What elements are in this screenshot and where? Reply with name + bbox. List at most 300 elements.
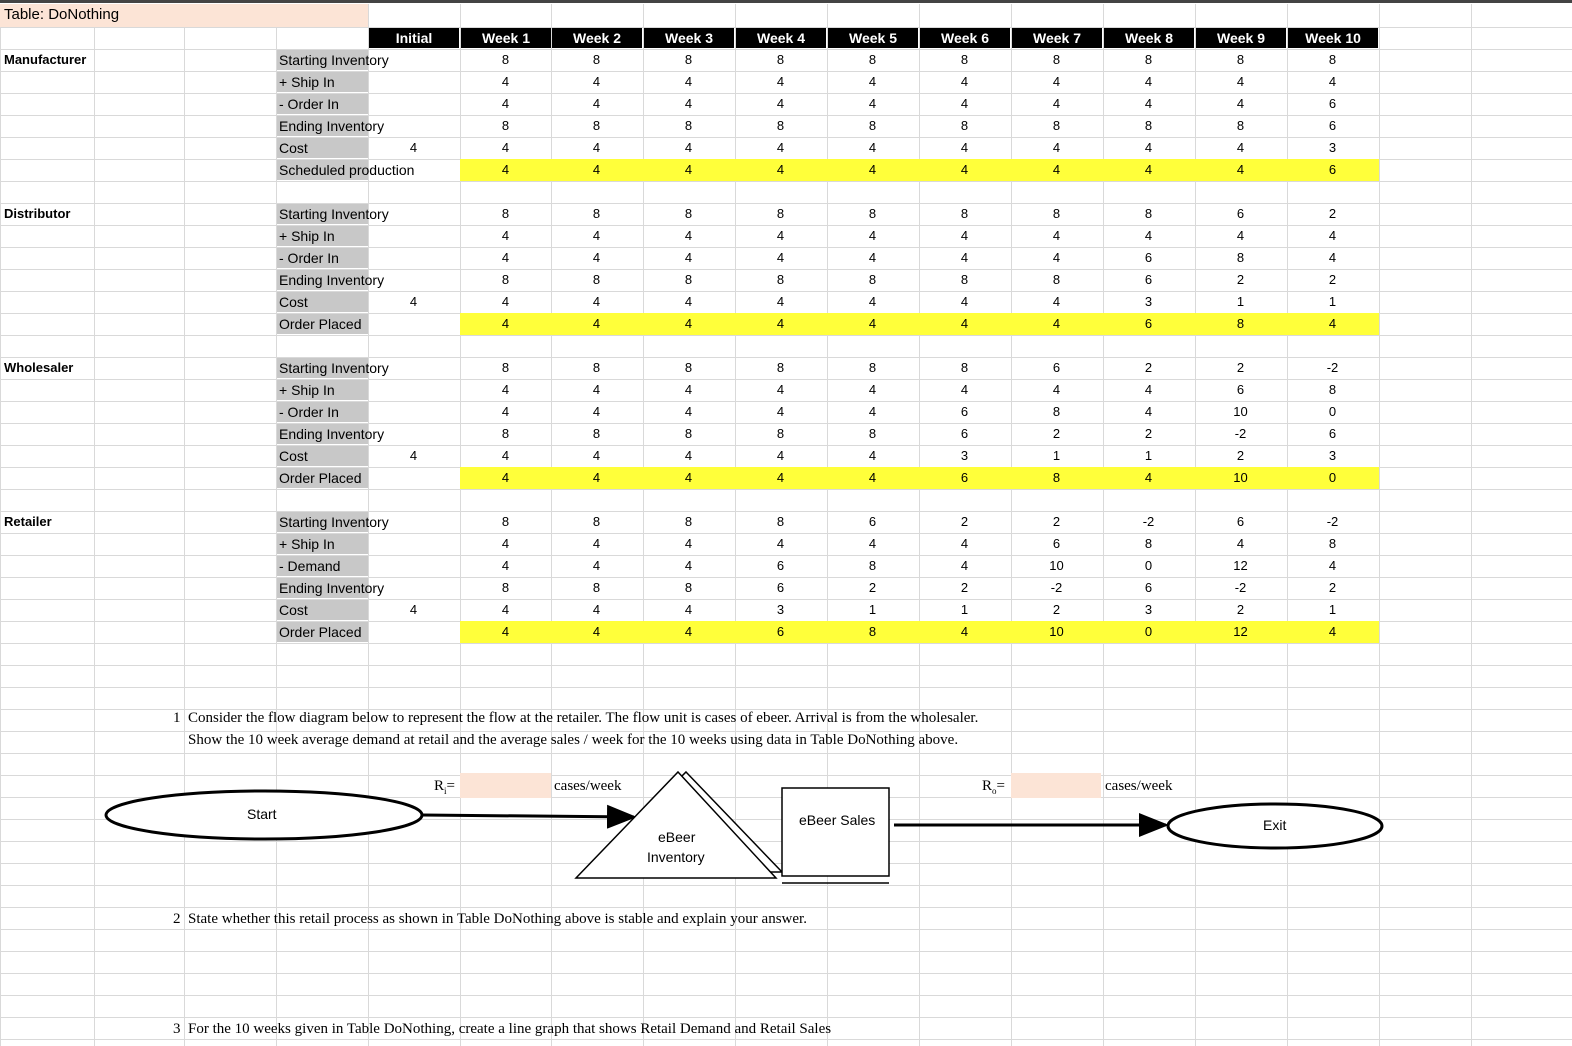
value-cell[interactable]: 1: [1328, 294, 1337, 309]
value-cell[interactable]: 6: [1144, 272, 1153, 287]
value-cell[interactable]: 8: [776, 360, 785, 375]
value-cell[interactable]: 4: [868, 74, 877, 89]
q3-text: For the 10 weeks given in Table DoNothing, create a line graph that shows Retail Demand and Retail Sales: [188, 1021, 832, 1037]
value-cell[interactable]: 4: [1052, 316, 1061, 331]
value-cell[interactable]: 4: [776, 140, 785, 155]
value-cell[interactable]: 4: [1144, 96, 1153, 111]
value-cell[interactable]: 2: [1052, 602, 1061, 617]
q2-text: State whether this retail process as shown in Table DoNothing above is stable and explain your answer.: [188, 911, 807, 927]
value-cell[interactable]: 8: [1052, 52, 1061, 67]
value-cell[interactable]: 4: [684, 404, 693, 419]
value-cell[interactable]: 4: [684, 96, 693, 111]
row-label[interactable]: Cost: [279, 140, 308, 156]
ri-label: $R_i=$: [434, 778, 455, 796]
value-cell[interactable]: 4: [776, 536, 785, 551]
header-week-7[interactable]: Week 7: [1012, 28, 1102, 48]
row-label[interactable]: Cost: [279, 602, 308, 618]
value-cell[interactable]: 4: [868, 404, 877, 419]
value-cell[interactable]: 4: [960, 316, 969, 331]
ro-unit: cases/week: [1105, 778, 1173, 794]
value-cell[interactable]: 10: [1233, 404, 1248, 419]
value-cell[interactable]: 4: [1052, 228, 1061, 243]
value-cell[interactable]: 6: [1328, 118, 1337, 133]
value-cell[interactable]: 8: [960, 118, 969, 133]
value-cell[interactable]: 4: [868, 382, 877, 397]
row-label[interactable]: - Order In: [279, 250, 339, 266]
value-cell[interactable]: 6: [1144, 580, 1153, 595]
value-cell[interactable]: 4: [501, 624, 510, 639]
value-cell[interactable]: 4: [868, 294, 877, 309]
value-cell[interactable]: 4: [868, 228, 877, 243]
value-cell[interactable]: 12: [1233, 624, 1248, 639]
value-cell[interactable]: 8: [501, 118, 510, 133]
value-cell[interactable]: 8: [501, 426, 510, 441]
value-cell[interactable]: 4: [960, 74, 969, 89]
value-cell[interactable]: 8: [1236, 250, 1245, 265]
row-label[interactable]: - Demand: [279, 558, 341, 574]
value-cell[interactable]: 4: [592, 602, 601, 617]
value-cell[interactable]: 4: [592, 624, 601, 639]
value-cell[interactable]: 8: [501, 206, 510, 221]
value-cell[interactable]: 4: [684, 140, 693, 155]
value-cell[interactable]: 4: [776, 250, 785, 265]
value-cell[interactable]: -2: [1234, 580, 1247, 595]
value-cell[interactable]: 8: [501, 272, 510, 287]
value-cell[interactable]: 8: [684, 52, 693, 67]
value-cell[interactable]: 4: [592, 536, 601, 551]
value-cell[interactable]: 2: [960, 514, 969, 529]
value-cell[interactable]: 4: [501, 162, 510, 177]
header-week-5[interactable]: Week 5: [828, 28, 918, 48]
value-cell[interactable]: 4: [592, 316, 601, 331]
value-cell[interactable]: 4: [960, 140, 969, 155]
row-label[interactable]: Order Placed: [279, 624, 362, 640]
value-cell[interactable]: 8: [868, 624, 877, 639]
value-cell[interactable]: 3: [1144, 602, 1153, 617]
value-cell[interactable]: 4: [592, 162, 601, 177]
value-cell[interactable]: 6: [1052, 536, 1061, 551]
value-cell[interactable]: 4: [592, 294, 601, 309]
value-cell[interactable]: 1: [960, 602, 969, 617]
value-cell[interactable]: 4: [501, 602, 510, 617]
value-cell[interactable]: 4: [1144, 404, 1153, 419]
value-cell[interactable]: 4: [684, 162, 693, 177]
value-cell[interactable]: 2: [1328, 206, 1337, 221]
value-cell[interactable]: 6: [1328, 426, 1337, 441]
value-cell[interactable]: 4: [776, 228, 785, 243]
value-cell[interactable]: 4: [501, 140, 510, 155]
value-cell[interactable]: 6: [1144, 316, 1153, 331]
value-cell[interactable]: -2: [1050, 580, 1063, 595]
value-cell[interactable]: 8: [592, 514, 601, 529]
value-cell[interactable]: 8: [868, 558, 877, 573]
value-cell[interactable]: 4: [501, 404, 510, 419]
row-label[interactable]: Ending Inventory: [279, 118, 385, 134]
value-cell[interactable]: 4: [1144, 162, 1153, 177]
value-cell[interactable]: 4: [501, 536, 510, 551]
value-cell[interactable]: 8: [1236, 52, 1245, 67]
initial-cell[interactable]: 4: [409, 602, 418, 617]
row-label[interactable]: Cost: [279, 294, 308, 310]
value-cell[interactable]: 6: [1236, 206, 1245, 221]
value-cell[interactable]: 2: [960, 580, 969, 595]
value-cell[interactable]: 4: [1052, 250, 1061, 265]
value-cell[interactable]: 4: [1144, 382, 1153, 397]
value-cell[interactable]: 4: [1052, 96, 1061, 111]
value-cell[interactable]: 8: [592, 118, 601, 133]
value-cell[interactable]: 4: [684, 228, 693, 243]
value-cell[interactable]: 3: [1328, 448, 1337, 463]
value-cell[interactable]: 2: [1236, 360, 1245, 375]
ro-label: $R_o=$: [982, 778, 1005, 796]
value-cell[interactable]: 8: [592, 52, 601, 67]
value-cell[interactable]: 2: [1144, 360, 1153, 375]
table-title[interactable]: Table: DoNothing: [4, 6, 120, 23]
value-cell[interactable]: 8: [684, 580, 693, 595]
value-cell[interactable]: 1: [1328, 602, 1337, 617]
value-cell[interactable]: 0: [1328, 470, 1337, 485]
value-cell[interactable]: 8: [501, 52, 510, 67]
value-cell[interactable]: 8: [684, 272, 693, 287]
q1-number: 1: [173, 710, 181, 726]
value-cell[interactable]: 4: [960, 624, 969, 639]
value-cell[interactable]: 4: [776, 162, 785, 177]
value-cell[interactable]: 4: [1328, 624, 1337, 639]
row-label[interactable]: Starting Inventory: [279, 206, 389, 222]
value-cell[interactable]: 8: [868, 206, 877, 221]
value-cell[interactable]: 4: [1144, 140, 1153, 155]
value-cell[interactable]: 8: [776, 426, 785, 441]
header-week-4[interactable]: Week 4: [736, 28, 826, 48]
value-cell[interactable]: 4: [776, 470, 785, 485]
value-cell[interactable]: 8: [776, 514, 785, 529]
value-cell[interactable]: 8: [684, 118, 693, 133]
value-cell[interactable]: 8: [684, 206, 693, 221]
value-cell[interactable]: 4: [868, 470, 877, 485]
value-cell[interactable]: 1: [1236, 294, 1245, 309]
value-cell[interactable]: 8: [1052, 404, 1061, 419]
value-cell[interactable]: 0: [1144, 624, 1153, 639]
value-cell[interactable]: 8: [776, 206, 785, 221]
value-cell[interactable]: 6: [1052, 360, 1061, 375]
value-cell[interactable]: 10: [1233, 470, 1248, 485]
value-cell[interactable]: 4: [592, 228, 601, 243]
row-label[interactable]: + Ship In: [279, 382, 335, 398]
row-label[interactable]: Ending Inventory: [279, 272, 385, 288]
header-week-3[interactable]: Week 3: [644, 28, 734, 48]
value-cell[interactable]: 4: [1328, 558, 1337, 573]
value-cell[interactable]: 4: [960, 558, 969, 573]
value-cell[interactable]: 4: [684, 74, 693, 89]
row-label[interactable]: Ending Inventory: [279, 580, 385, 596]
value-cell[interactable]: 8: [776, 272, 785, 287]
value-cell[interactable]: 4: [1052, 140, 1061, 155]
value-cell[interactable]: 0: [1328, 404, 1337, 419]
value-cell[interactable]: 8: [592, 580, 601, 595]
value-cell[interactable]: 8: [776, 52, 785, 67]
value-cell[interactable]: -2: [1234, 426, 1247, 441]
value-cell[interactable]: 8: [684, 514, 693, 529]
value-cell[interactable]: 3: [1144, 294, 1153, 309]
value-cell[interactable]: 4: [960, 228, 969, 243]
value-cell[interactable]: 2: [1328, 580, 1337, 595]
value-cell[interactable]: 6: [960, 426, 969, 441]
value-cell[interactable]: 8: [960, 206, 969, 221]
header-week-10[interactable]: Week 10: [1288, 28, 1378, 48]
value-cell[interactable]: 8: [592, 360, 601, 375]
value-cell[interactable]: 8: [1052, 118, 1061, 133]
value-cell[interactable]: 4: [776, 382, 785, 397]
row-label[interactable]: Starting Inventory: [279, 360, 389, 376]
value-cell[interactable]: 8: [868, 118, 877, 133]
value-cell[interactable]: 4: [1328, 228, 1337, 243]
value-cell[interactable]: -2: [1326, 514, 1339, 529]
value-cell[interactable]: 6: [960, 470, 969, 485]
value-cell[interactable]: 4: [592, 382, 601, 397]
value-cell[interactable]: 4: [868, 316, 877, 331]
value-cell[interactable]: 4: [592, 404, 601, 419]
row-label[interactable]: + Ship In: [279, 74, 335, 90]
value-cell[interactable]: 2: [1236, 272, 1245, 287]
value-cell[interactable]: 6: [1236, 514, 1245, 529]
value-cell[interactable]: 4: [960, 96, 969, 111]
value-cell[interactable]: 4: [684, 624, 693, 639]
value-cell[interactable]: 4: [776, 74, 785, 89]
value-cell[interactable]: 4: [776, 316, 785, 331]
value-cell[interactable]: 4: [684, 536, 693, 551]
value-cell[interactable]: 8: [1236, 118, 1245, 133]
value-cell[interactable]: 4: [592, 470, 601, 485]
section-label-distributor[interactable]: Distributor: [4, 206, 71, 221]
value-cell[interactable]: 8: [1328, 52, 1337, 67]
value-cell[interactable]: 4: [684, 602, 693, 617]
value-cell[interactable]: 4: [501, 448, 510, 463]
value-cell[interactable]: 8: [960, 52, 969, 67]
value-cell[interactable]: 4: [684, 470, 693, 485]
value-cell[interactable]: 2: [1236, 602, 1245, 617]
row-label[interactable]: + Ship In: [279, 536, 335, 552]
value-cell[interactable]: 10: [1049, 558, 1064, 573]
value-cell[interactable]: 4: [776, 96, 785, 111]
value-cell[interactable]: 8: [1052, 470, 1061, 485]
row-label[interactable]: - Order In: [279, 404, 339, 420]
value-cell[interactable]: 4: [684, 558, 693, 573]
value-cell[interactable]: 8: [868, 272, 877, 287]
initial-cell[interactable]: 4: [409, 140, 418, 155]
value-cell[interactable]: 6: [960, 404, 969, 419]
value-cell[interactable]: 4: [868, 162, 877, 177]
value-cell[interactable]: 8: [684, 360, 693, 375]
value-cell[interactable]: 8: [1144, 536, 1153, 551]
value-cell[interactable]: 4: [1236, 74, 1245, 89]
value-cell[interactable]: 8: [1328, 382, 1337, 397]
value-cell[interactable]: 4: [1328, 74, 1337, 89]
value-cell[interactable]: 3: [960, 448, 969, 463]
row-label[interactable]: Order Placed: [279, 470, 362, 486]
value-cell[interactable]: 4: [1236, 162, 1245, 177]
value-cell[interactable]: 8: [868, 426, 877, 441]
value-cell[interactable]: 6: [1328, 96, 1337, 111]
value-cell[interactable]: 3: [776, 602, 785, 617]
value-cell[interactable]: 4: [1328, 316, 1337, 331]
value-cell[interactable]: 8: [592, 272, 601, 287]
row-label[interactable]: Starting Inventory: [279, 52, 389, 68]
value-cell[interactable]: 4: [776, 294, 785, 309]
header-initial[interactable]: Initial: [369, 28, 459, 48]
value-cell[interactable]: 4: [960, 162, 969, 177]
value-cell[interactable]: 8: [1236, 316, 1245, 331]
value-cell[interactable]: 2: [1052, 426, 1061, 441]
value-cell[interactable]: 6: [1236, 382, 1245, 397]
value-cell[interactable]: 10: [1049, 624, 1064, 639]
value-cell[interactable]: 4: [501, 228, 510, 243]
q1-text-line1: Consider the flow diagram below to represent the flow at the retailer. The flow unit is cases of ebeer. Arrival is from the wholesaler.: [188, 710, 979, 726]
value-cell[interactable]: 4: [501, 470, 510, 485]
value-cell[interactable]: 4: [501, 294, 510, 309]
value-cell[interactable]: 1: [1052, 448, 1061, 463]
exit-label: Exit: [1263, 817, 1287, 833]
start-label: Start: [247, 806, 277, 822]
q3-number: 3: [173, 1021, 181, 1037]
inventory-label-1: eBeer: [658, 829, 696, 845]
section-label-retailer[interactable]: Retailer: [4, 514, 52, 529]
value-cell[interactable]: 4: [1144, 470, 1153, 485]
value-cell[interactable]: 8: [868, 52, 877, 67]
row-label[interactable]: Cost: [279, 448, 308, 464]
row-label[interactable]: Order Placed: [279, 316, 362, 332]
value-cell[interactable]: 4: [684, 382, 693, 397]
value-cell[interactable]: 2: [1328, 272, 1337, 287]
value-cell[interactable]: 8: [1052, 206, 1061, 221]
value-cell[interactable]: 4: [501, 250, 510, 265]
value-cell[interactable]: 4: [1052, 294, 1061, 309]
value-cell[interactable]: 8: [501, 514, 510, 529]
value-cell[interactable]: 4: [592, 74, 601, 89]
value-cell[interactable]: 4: [592, 250, 601, 265]
value-cell[interactable]: 4: [501, 316, 510, 331]
value-cell[interactable]: 1: [868, 602, 877, 617]
initial-cell[interactable]: 4: [409, 294, 418, 309]
value-cell[interactable]: 8: [1052, 272, 1061, 287]
value-cell[interactable]: 4: [684, 294, 693, 309]
value-cell[interactable]: 4: [776, 448, 785, 463]
row-label[interactable]: Scheduled production: [279, 162, 415, 178]
value-cell[interactable]: 8: [592, 426, 601, 441]
value-cell[interactable]: 2: [1052, 514, 1061, 529]
value-cell[interactable]: 8: [501, 580, 510, 595]
value-cell[interactable]: 4: [1052, 74, 1061, 89]
value-cell[interactable]: 4: [592, 96, 601, 111]
value-cell[interactable]: 4: [868, 536, 877, 551]
value-cell[interactable]: -2: [1326, 360, 1339, 375]
ri-unit: cases/week: [554, 778, 622, 794]
row-label[interactable]: Starting Inventory: [279, 514, 389, 530]
value-cell[interactable]: 8: [501, 360, 510, 375]
value-cell[interactable]: 8: [1144, 206, 1153, 221]
header-week-1[interactable]: Week 1: [461, 28, 551, 48]
value-cell[interactable]: 4: [868, 250, 877, 265]
row-label[interactable]: Ending Inventory: [279, 426, 385, 442]
header-week-9[interactable]: Week 9: [1196, 28, 1286, 48]
value-cell[interactable]: 4: [1236, 228, 1245, 243]
value-cell[interactable]: 8: [776, 118, 785, 133]
value-cell[interactable]: 4: [501, 96, 510, 111]
value-cell[interactable]: 4: [960, 250, 969, 265]
value-cell[interactable]: 4: [776, 404, 785, 419]
initial-cell[interactable]: 4: [409, 448, 418, 463]
value-cell[interactable]: 4: [868, 448, 877, 463]
value-cell[interactable]: 8: [960, 272, 969, 287]
start-to-inventory-arrow: [422, 815, 634, 817]
value-cell[interactable]: 4: [868, 96, 877, 111]
value-cell[interactable]: 6: [776, 558, 785, 573]
value-cell[interactable]: 4: [592, 558, 601, 573]
value-cell[interactable]: 6: [776, 624, 785, 639]
value-cell[interactable]: 4: [501, 74, 510, 89]
value-cell[interactable]: 4: [1052, 382, 1061, 397]
value-cell[interactable]: 4: [1236, 96, 1245, 111]
value-cell[interactable]: 6: [1144, 250, 1153, 265]
section-label-manufacturer[interactable]: Manufacturer: [4, 52, 87, 67]
value-cell[interactable]: 2: [1144, 426, 1153, 441]
value-cell[interactable]: 4: [1052, 162, 1061, 177]
value-cell[interactable]: 8: [684, 426, 693, 441]
value-cell[interactable]: 4: [1328, 250, 1337, 265]
sales-label: eBeer Sales: [799, 812, 876, 828]
value-cell[interactable]: 4: [592, 448, 601, 463]
value-cell[interactable]: 4: [684, 316, 693, 331]
value-cell[interactable]: 6: [1328, 162, 1337, 177]
value-cell[interactable]: 8: [1144, 52, 1153, 67]
value-cell[interactable]: -2: [1142, 514, 1155, 529]
value-cell[interactable]: 8: [1328, 536, 1337, 551]
header-week-2[interactable]: Week 2: [552, 28, 642, 48]
value-cell[interactable]: 2: [868, 580, 877, 595]
q2-number: 2: [173, 911, 181, 927]
value-cell[interactable]: 8: [960, 360, 969, 375]
value-cell[interactable]: 2: [1236, 448, 1245, 463]
section-label-wholesaler[interactable]: Wholesaler: [4, 360, 74, 375]
value-cell[interactable]: 4: [960, 536, 969, 551]
value-cell[interactable]: 4: [501, 382, 510, 397]
value-cell[interactable]: 12: [1233, 558, 1248, 573]
value-cell[interactable]: 4: [684, 250, 693, 265]
header-week-8[interactable]: Week 8: [1104, 28, 1194, 48]
value-cell[interactable]: 6: [868, 514, 877, 529]
value-cell[interactable]: 3: [1328, 140, 1337, 155]
value-cell[interactable]: 4: [960, 294, 969, 309]
value-cell[interactable]: 4: [501, 558, 510, 573]
value-cell[interactable]: 0: [1144, 558, 1153, 573]
sales-box[interactable]: [782, 788, 889, 876]
value-cell[interactable]: 4: [1144, 228, 1153, 243]
value-cell[interactable]: 4: [1236, 140, 1245, 155]
value-cell[interactable]: 4: [1144, 74, 1153, 89]
value-cell[interactable]: 4: [684, 448, 693, 463]
value-cell[interactable]: 1: [1144, 448, 1153, 463]
value-cell[interactable]: 4: [960, 382, 969, 397]
header-week-6[interactable]: Week 6: [920, 28, 1010, 48]
row-label[interactable]: - Order In: [279, 96, 339, 112]
row-label[interactable]: + Ship In: [279, 228, 335, 244]
value-cell[interactable]: 8: [868, 360, 877, 375]
value-cell[interactable]: 4: [592, 140, 601, 155]
value-cell[interactable]: 4: [868, 140, 877, 155]
value-cell[interactable]: 6: [776, 580, 785, 595]
value-cell[interactable]: 8: [1144, 118, 1153, 133]
value-cell[interactable]: 8: [592, 206, 601, 221]
value-cell[interactable]: 4: [1236, 536, 1245, 551]
